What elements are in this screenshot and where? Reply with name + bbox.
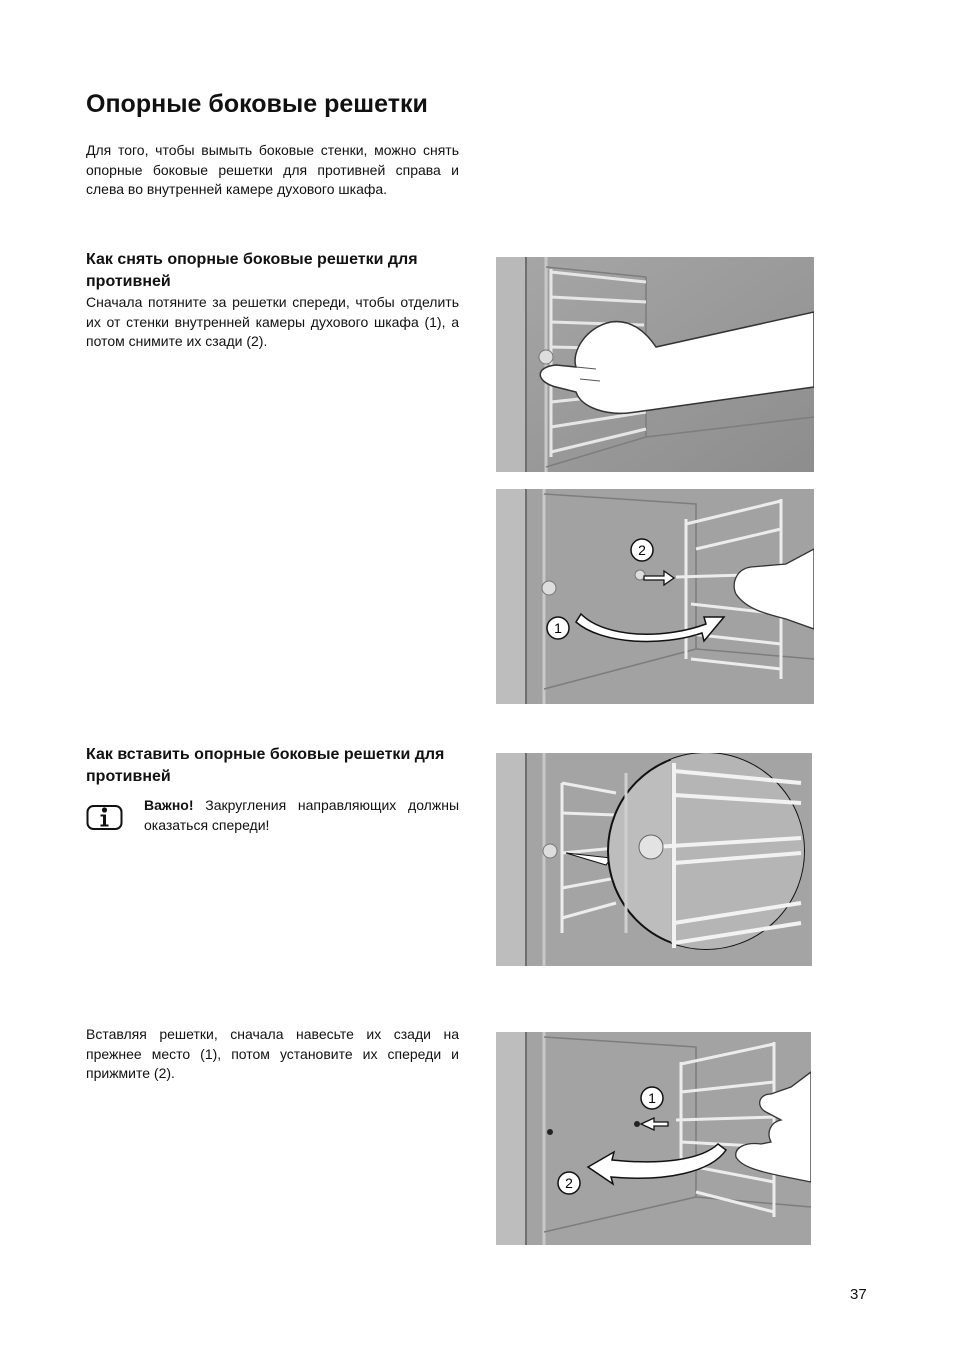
fig4-marker-2: 2 bbox=[565, 1175, 573, 1191]
remove-paragraph: Сначала потяните за решетки спереди, чтобы отделить их от стенки внутренней камеры духового шкафа (1), а потом снимите их сзади (2). bbox=[86, 294, 459, 349]
fig4-marker-1: 1 bbox=[648, 1090, 656, 1106]
fig2-marker-2: 2 bbox=[638, 542, 646, 558]
page-number: 37 bbox=[850, 1286, 867, 1303]
remove-heading: Как снять опорные боковые решетки для противней bbox=[86, 251, 418, 290]
fig2-marker-1: 1 bbox=[554, 620, 562, 636]
page-title: Опорные боковые решетки bbox=[86, 90, 428, 118]
info-icon bbox=[86, 801, 123, 833]
insert-paragraph: Вставляя решетки, сначала навесьте их сзади на прежнее место (1), потом установите их спереди и прижмите (2). bbox=[86, 1026, 459, 1081]
important-note bbox=[144, 796, 459, 835]
intro-paragraph: Для того, чтобы вымыть боковые стенки, можно снять опорные боковые решетки для противней справа и слева во внутренней камере духового шкафа. bbox=[86, 142, 459, 197]
note-label: Важно! bbox=[144, 797, 194, 813]
insert-heading: Как вставить опорные боковые решетки для противней bbox=[86, 746, 445, 785]
note-text: Закругления направляющих должны оказаться спереди! bbox=[144, 797, 460, 833]
figure-remove-rack bbox=[496, 489, 814, 704]
figure-pull-rack-front bbox=[496, 257, 814, 472]
figure-insert-rack bbox=[496, 1032, 811, 1245]
figure-rack-detail bbox=[496, 753, 812, 966]
